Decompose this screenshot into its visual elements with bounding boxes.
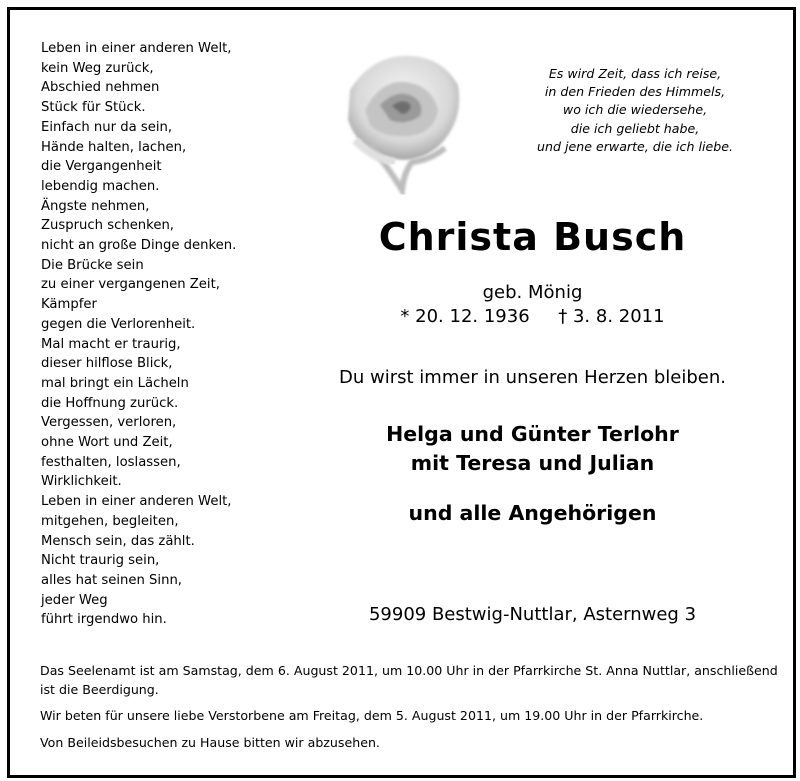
notice-prayer: Wir beten für unsere liebe Verstorbene am Freitag, dem 5. August 2011, um 19.00 Uhr in der Pfarrkirche. [40,708,704,723]
poem-line: die Hoffnung zurück. [41,395,179,411]
quote-line: Es wird Zeit, dass ich reise, [548,66,722,81]
rose-icon [340,50,465,195]
poem-line: Vergessen, verloren, [41,415,177,431]
poem-line: jeder Weg [41,592,108,608]
quote-line: wo ich die wiedersehe, [562,102,708,118]
poem-line: alles hat seinen Sinn, [41,572,182,588]
poem-line: nicht an große Dinge denken. [41,238,237,254]
quote-line: die ich geliebt habe, [570,120,700,136]
poem-line: führt irgendwo hin. [41,612,167,628]
poem-line: Abschied nehmen [41,80,160,96]
address: 59909 Bestwig-Nuttlar, Asternweg 3 [368,604,697,625]
poem-line: Leben in einer anderen Welt, [41,494,232,510]
poem-line: Mal macht er traurig, [41,336,181,352]
poem-line: Kämpfer [41,297,97,313]
poem-line: Stück für Stück. [41,100,146,116]
relatives: und alle Angehörigen [408,501,657,525]
poem-line: ohne Wort und Zeit, [41,435,173,451]
poem-line: festhalten, loslassen, [41,454,181,470]
poem-line: Mensch sein, das zählt. [41,533,195,549]
notice-requiem: Das Seelenamt ist am Samstag, dem 6. August 2011, um 10.00 Uhr in der Pfarrkirche St. Anna Nuttlar, anschließend ist die Beerdigung. [40,663,778,697]
family-line-1: Helga und Günter Terlohr [386,422,679,446]
poem-line: mitgehen, begleiten, [41,513,179,529]
poem-line: Nicht traurig sein, [41,553,160,569]
maiden-name: geb. Mönig [482,282,583,303]
poem-line: die Vergangenheit [41,159,162,175]
quote [490,65,780,156]
poem-line: dieser hilflose Blick, [41,356,173,372]
deceased-name: Christa Busch [378,215,687,259]
quote-line: in den Frieden des Himmels, [544,84,726,100]
poem-line: Die Brücke sein [41,257,144,273]
poem-line: kein Weg zurück, [41,60,154,76]
notices [40,662,780,760]
poem-line: Wirklichkeit. [41,474,122,490]
motto: Du wirst immer in unseren Herzen bleiben. [339,367,726,388]
quote-line: und jene erwarte, die ich liebe. [537,138,733,154]
poem-line: Einfach nur da sein, [41,119,173,135]
poem-line: mal bringt ein Lächeln [41,375,189,391]
poem [41,39,271,630]
notice-condolences: Von Beileidsbesuchen zu Hause bitten wir abzusehen. [40,734,380,750]
poem-line: Zuspruch schenken, [41,218,174,234]
poem-line: Leben in einer anderen Welt, [41,41,232,56]
poem-line: zu einer vergangenen Zeit, [41,277,220,293]
poem-line: gegen die Verlorenheit. [41,316,196,332]
poem-line: Hände halten, lachen, [41,139,187,155]
poem-line: Ängste nehmen, [41,198,150,214]
family-names [300,420,765,478]
life-dates: * 20. 12. 1936 † 3. 8. 2011 [400,306,665,327]
family-line-2: mit Teresa und Julian [410,451,655,475]
poem-line: lebendig machen. [41,178,160,194]
